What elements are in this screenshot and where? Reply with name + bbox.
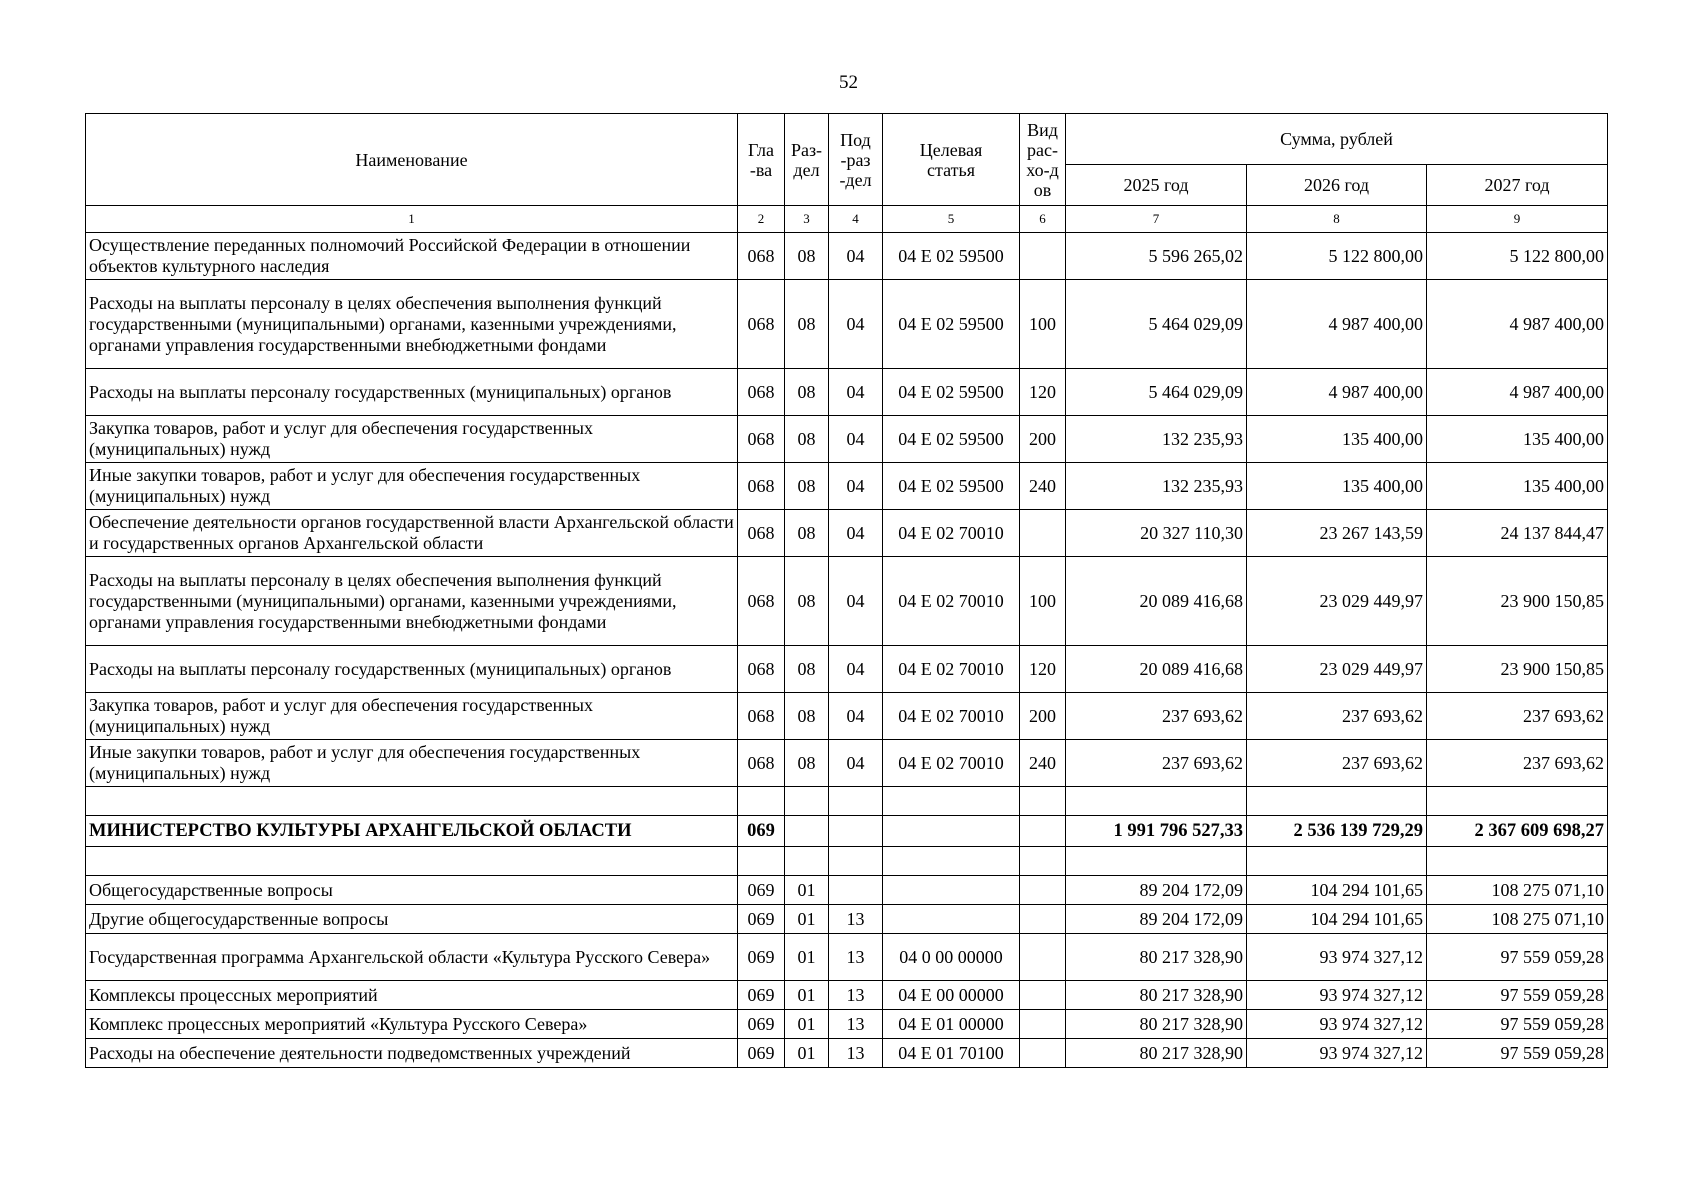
table-row	[86, 876, 1608, 905]
column-number: 3	[785, 206, 829, 233]
cell-pr	[829, 816, 883, 847]
cell-name: Комплексы процессных мероприятий	[86, 981, 738, 1010]
cell-s2: 93 974 327,12	[1247, 981, 1427, 1010]
header-vid-text: Вид рас-хо-дов	[1026, 119, 1059, 200]
cell-s1: 132 235,93	[1066, 463, 1247, 510]
cell-s2: 93 974 327,12	[1247, 1010, 1427, 1039]
cell-vr	[1020, 1010, 1066, 1039]
cell-cs: 04 Е 00 00000	[883, 981, 1020, 1010]
cell-pr: 04	[829, 369, 883, 416]
cell-name: МИНИСТЕРСТВО КУЛЬТУРЫ АРХАНГЕЛЬСКОЙ ОБЛАСТИ	[86, 816, 738, 847]
empty-cell	[785, 847, 829, 876]
table-row	[86, 693, 1608, 740]
cell-rz: 08	[785, 280, 829, 369]
cell-vr: 120	[1020, 369, 1066, 416]
header-year-2026: 2026 год	[1247, 165, 1427, 206]
column-number: 5	[883, 206, 1020, 233]
cell-name: Расходы на выплаты персоналу государственных (муниципальных) органов	[86, 646, 738, 693]
cell-s1: 20 089 416,68	[1066, 557, 1247, 646]
empty-row	[86, 847, 1608, 876]
cell-pr: 13	[829, 934, 883, 981]
cell-ch: 068	[738, 510, 785, 557]
cell-vr: 120	[1020, 646, 1066, 693]
table-row	[86, 557, 1608, 646]
table-row	[86, 646, 1608, 693]
cell-ch: 069	[738, 816, 785, 847]
cell-cs: 04 Е 02 70010	[883, 510, 1020, 557]
header-glava-text: Гла-ва	[747, 139, 775, 180]
cell-name: Расходы на выплаты персоналу в целях обеспечения выполнения функций государственными (муниципальными) органами, казенными учреждениями, органами управления государственными внебюджетными фондами	[86, 280, 738, 369]
cell-pr: 04	[829, 693, 883, 740]
table-row	[86, 280, 1608, 369]
cell-s1: 80 217 328,90	[1066, 1039, 1247, 1068]
cell-s2: 23 267 143,59	[1247, 510, 1427, 557]
cell-s3: 97 559 059,28	[1427, 981, 1608, 1010]
cell-pr: 04	[829, 740, 883, 787]
cell-pr: 04	[829, 557, 883, 646]
cell-vr	[1020, 876, 1066, 905]
cell-ch: 069	[738, 1010, 785, 1039]
cell-name: Осуществление переданных полномочий Российской Федерации в отношении объектов культурного наследия	[86, 233, 738, 280]
table-row	[86, 1039, 1608, 1068]
cell-cs: 04 Е 02 59500	[883, 369, 1020, 416]
cell-s3: 97 559 059,28	[1427, 1010, 1608, 1039]
cell-ch: 068	[738, 646, 785, 693]
cell-s3: 135 400,00	[1427, 463, 1608, 510]
cell-rz: 08	[785, 693, 829, 740]
table-row	[86, 369, 1608, 416]
column-number: 4	[829, 206, 883, 233]
cell-cs	[883, 876, 1020, 905]
cell-s1: 20 327 110,30	[1066, 510, 1247, 557]
budget-table	[85, 113, 1608, 1068]
cell-name: Обеспечение деятельности органов государственной власти Архангельской области и государственных органов Архангельской области	[86, 510, 738, 557]
table-row	[86, 510, 1608, 557]
cell-s2: 237 693,62	[1247, 740, 1427, 787]
cell-rz: 08	[785, 369, 829, 416]
cell-s3: 97 559 059,28	[1427, 1039, 1608, 1068]
table-row	[86, 981, 1608, 1010]
empty-cell	[1020, 847, 1066, 876]
cell-pr: 13	[829, 1039, 883, 1068]
cell-s2: 4 987 400,00	[1247, 369, 1427, 416]
cell-name: Закупка товаров, работ и услуг для обеспечения государственных (муниципальных) нужд	[86, 693, 738, 740]
cell-pr: 13	[829, 981, 883, 1010]
table-body	[86, 206, 1608, 1068]
cell-name: Закупка товаров, работ и услуг для обеспечения государственных (муниципальных) нужд	[86, 416, 738, 463]
cell-s2: 104 294 101,65	[1247, 876, 1427, 905]
cell-vr	[1020, 510, 1066, 557]
cell-s2: 93 974 327,12	[1247, 1039, 1427, 1068]
table-row	[86, 416, 1608, 463]
header-razdel	[785, 114, 829, 206]
cell-s1: 89 204 172,09	[1066, 905, 1247, 934]
empty-cell	[1247, 787, 1427, 816]
cell-s2: 23 029 449,97	[1247, 557, 1427, 646]
cell-cs: 04 Е 02 59500	[883, 280, 1020, 369]
cell-rz: 01	[785, 905, 829, 934]
cell-pr: 04	[829, 510, 883, 557]
cell-s2: 237 693,62	[1247, 693, 1427, 740]
cell-rz	[785, 816, 829, 847]
header-summa: Сумма, рублей	[1066, 114, 1608, 165]
cell-s3: 4 987 400,00	[1427, 280, 1608, 369]
cell-s3: 237 693,62	[1427, 740, 1608, 787]
table-row	[86, 233, 1608, 280]
header-glava	[738, 114, 785, 206]
header-razdel-text: Раз-дел	[790, 139, 823, 180]
table-row	[86, 934, 1608, 981]
header-tselevaya-text: Целевая статья	[919, 139, 983, 180]
empty-cell	[1427, 847, 1608, 876]
cell-s3: 2 367 609 698,27	[1427, 816, 1608, 847]
cell-s3: 5 122 800,00	[1427, 233, 1608, 280]
empty-cell	[86, 847, 738, 876]
cell-cs: 04 Е 02 70010	[883, 646, 1020, 693]
cell-pr: 13	[829, 1010, 883, 1039]
cell-s1: 80 217 328,90	[1066, 1010, 1247, 1039]
cell-cs: 04 Е 01 00000	[883, 1010, 1020, 1039]
cell-s1: 80 217 328,90	[1066, 981, 1247, 1010]
cell-vr	[1020, 981, 1066, 1010]
cell-ch: 068	[738, 280, 785, 369]
cell-rz: 01	[785, 1010, 829, 1039]
table-row	[86, 1010, 1608, 1039]
cell-ch: 068	[738, 233, 785, 280]
cell-vr: 240	[1020, 463, 1066, 510]
cell-ch: 069	[738, 905, 785, 934]
column-number: 2	[738, 206, 785, 233]
cell-vr	[1020, 233, 1066, 280]
cell-s1: 132 235,93	[1066, 416, 1247, 463]
cell-pr	[829, 876, 883, 905]
cell-name: Расходы на выплаты персоналу в целях обеспечения выполнения функций государственными (муниципальными) органами, казенными учреждениями, органами управления государственными внебюджетными фондами	[86, 557, 738, 646]
cell-name: Общегосударственные вопросы	[86, 876, 738, 905]
cell-s3: 237 693,62	[1427, 693, 1608, 740]
empty-cell	[1020, 787, 1066, 816]
cell-s2: 104 294 101,65	[1247, 905, 1427, 934]
cell-rz: 08	[785, 416, 829, 463]
empty-cell	[829, 847, 883, 876]
cell-cs: 04 Е 02 70010	[883, 693, 1020, 740]
header-name: Наименование	[86, 114, 738, 206]
cell-rz: 08	[785, 646, 829, 693]
empty-cell	[738, 847, 785, 876]
table-row	[86, 816, 1608, 847]
cell-name: Государственная программа Архангельской области «Культура Русского Севера»	[86, 934, 738, 981]
cell-cs: 04 Е 02 70010	[883, 740, 1020, 787]
cell-s1: 237 693,62	[1066, 740, 1247, 787]
cell-s2: 135 400,00	[1247, 416, 1427, 463]
header-tselevaya	[883, 114, 1020, 206]
cell-ch: 068	[738, 463, 785, 510]
cell-s2: 93 974 327,12	[1247, 934, 1427, 981]
cell-name: Иные закупки товаров, работ и услуг для обеспечения государственных (муниципальных) нужд	[86, 740, 738, 787]
cell-ch: 069	[738, 1039, 785, 1068]
cell-vr	[1020, 934, 1066, 981]
page-number: 52	[839, 72, 858, 93]
cell-cs: 04 Е 02 59500	[883, 233, 1020, 280]
cell-cs: 04 Е 02 59500	[883, 416, 1020, 463]
cell-rz: 08	[785, 510, 829, 557]
cell-s1: 5 464 029,09	[1066, 280, 1247, 369]
cell-ch: 069	[738, 981, 785, 1010]
cell-s3: 108 275 071,10	[1427, 905, 1608, 934]
cell-s1: 237 693,62	[1066, 693, 1247, 740]
cell-rz: 08	[785, 463, 829, 510]
cell-s1: 5 596 265,02	[1066, 233, 1247, 280]
cell-name: Расходы на обеспечение деятельности подведомственных учреждений	[86, 1039, 738, 1068]
empty-cell	[1066, 787, 1247, 816]
cell-cs: 04 Е 02 70010	[883, 557, 1020, 646]
cell-s3: 24 137 844,47	[1427, 510, 1608, 557]
cell-s3: 4 987 400,00	[1427, 369, 1608, 416]
column-number: 9	[1427, 206, 1608, 233]
cell-pr: 04	[829, 280, 883, 369]
cell-cs	[883, 816, 1020, 847]
cell-s1: 1 991 796 527,33	[1066, 816, 1247, 847]
cell-ch: 069	[738, 934, 785, 981]
cell-name: Иные закупки товаров, работ и услуг для обеспечения государственных (муниципальных) нужд	[86, 463, 738, 510]
cell-ch: 068	[738, 693, 785, 740]
cell-pr: 04	[829, 463, 883, 510]
cell-s2: 23 029 449,97	[1247, 646, 1427, 693]
cell-rz: 08	[785, 557, 829, 646]
empty-cell	[1247, 847, 1427, 876]
cell-ch: 068	[738, 557, 785, 646]
cell-vr: 240	[1020, 740, 1066, 787]
column-number-row	[86, 206, 1608, 233]
cell-pr: 04	[829, 646, 883, 693]
empty-cell	[86, 787, 738, 816]
column-number: 8	[1247, 206, 1427, 233]
cell-ch: 068	[738, 369, 785, 416]
cell-cs: 04 0 00 00000	[883, 934, 1020, 981]
cell-ch: 069	[738, 876, 785, 905]
cell-pr: 04	[829, 233, 883, 280]
empty-cell	[883, 847, 1020, 876]
cell-s3: 97 559 059,28	[1427, 934, 1608, 981]
cell-s3: 23 900 150,85	[1427, 557, 1608, 646]
cell-name: Другие общегосударственные вопросы	[86, 905, 738, 934]
cell-rz: 01	[785, 1039, 829, 1068]
cell-vr: 200	[1020, 693, 1066, 740]
cell-ch: 068	[738, 740, 785, 787]
empty-cell	[829, 787, 883, 816]
cell-name: Расходы на выплаты персоналу государственных (муниципальных) органов	[86, 369, 738, 416]
cell-s2: 5 122 800,00	[1247, 233, 1427, 280]
cell-cs	[883, 905, 1020, 934]
cell-pr: 13	[829, 905, 883, 934]
empty-cell	[883, 787, 1020, 816]
cell-vr: 100	[1020, 557, 1066, 646]
cell-vr	[1020, 816, 1066, 847]
cell-cs: 04 Е 02 59500	[883, 463, 1020, 510]
header-vid	[1020, 114, 1066, 206]
table-row	[86, 463, 1608, 510]
empty-cell	[785, 787, 829, 816]
cell-s1: 5 464 029,09	[1066, 369, 1247, 416]
cell-rz: 01	[785, 876, 829, 905]
cell-rz: 08	[785, 233, 829, 280]
header-year-2027: 2027 год	[1427, 165, 1608, 206]
cell-cs: 04 Е 01 70100	[883, 1039, 1020, 1068]
column-number: 6	[1020, 206, 1066, 233]
cell-name: Комплекс процессных мероприятий «Культура Русского Севера»	[86, 1010, 738, 1039]
cell-rz: 01	[785, 981, 829, 1010]
cell-s3: 23 900 150,85	[1427, 646, 1608, 693]
cell-s1: 80 217 328,90	[1066, 934, 1247, 981]
cell-s2: 135 400,00	[1247, 463, 1427, 510]
cell-rz: 01	[785, 934, 829, 981]
header-year-2025: 2025 год	[1066, 165, 1247, 206]
cell-rz: 08	[785, 740, 829, 787]
cell-s3: 108 275 071,10	[1427, 876, 1608, 905]
cell-vr: 100	[1020, 280, 1066, 369]
header-podrazdel	[829, 114, 883, 206]
cell-vr	[1020, 905, 1066, 934]
empty-cell	[738, 787, 785, 816]
cell-s1: 89 204 172,09	[1066, 876, 1247, 905]
table-row	[86, 740, 1608, 787]
table-row	[86, 905, 1608, 934]
cell-s3: 135 400,00	[1427, 416, 1608, 463]
cell-s2: 4 987 400,00	[1247, 280, 1427, 369]
header-podrazdel-text: Под-раз-дел	[839, 129, 872, 190]
cell-vr	[1020, 1039, 1066, 1068]
empty-cell	[1066, 847, 1247, 876]
empty-row	[86, 787, 1608, 816]
column-number: 1	[86, 206, 738, 233]
empty-cell	[1427, 787, 1608, 816]
cell-pr: 04	[829, 416, 883, 463]
cell-s2: 2 536 139 729,29	[1247, 816, 1427, 847]
cell-ch: 068	[738, 416, 785, 463]
cell-vr: 200	[1020, 416, 1066, 463]
column-number: 7	[1066, 206, 1247, 233]
cell-s1: 20 089 416,68	[1066, 646, 1247, 693]
